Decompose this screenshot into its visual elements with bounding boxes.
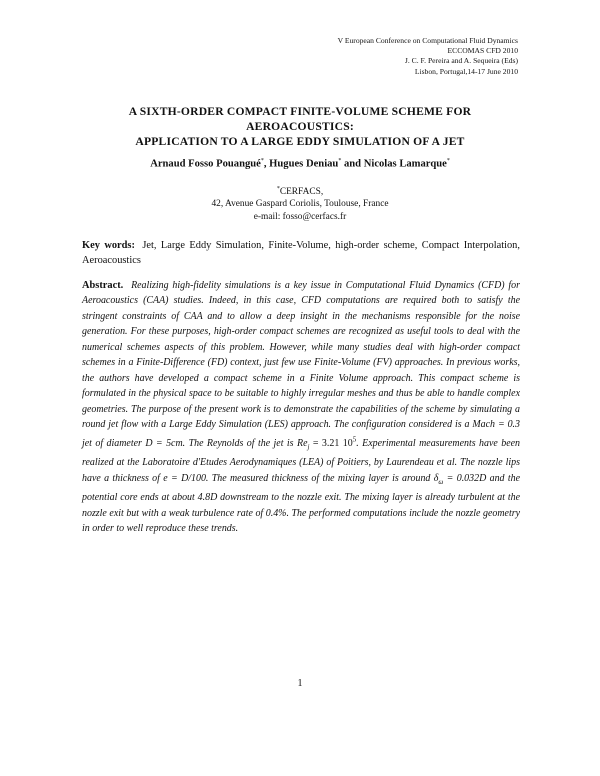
author-separator: , bbox=[263, 158, 270, 170]
conference-location-date: Lisbon, Portugal,14-17 June 2010 bbox=[414, 66, 518, 76]
abstract-text-part-2: . Experimental measurements have been realized at the Laboratoire d'Etudes Aerodynamiques (LEA) of Poitiers, by Laurendeau et al. The nozzle lips have a thickness of e = D/100. The measured thickness of the mixing layer is around δ bbox=[82, 437, 520, 484]
affiliation-org-line bbox=[82, 183, 518, 198]
conference-editors: J. C. F. Pereira and A. Sequeira (Eds) bbox=[404, 56, 518, 66]
keywords-section bbox=[82, 238, 520, 268]
page-number: 1 bbox=[297, 678, 303, 689]
affiliation-email: e-mail: fosso@cerfacs.fr bbox=[253, 211, 347, 222]
conference-name: V European Conference on Computational Fluid Dynamics bbox=[337, 36, 518, 45]
reynolds-value: = 3.21 10 bbox=[309, 437, 353, 449]
author-name: Arnaud Fosso Pouangué bbox=[150, 158, 261, 170]
keywords-text: Jet, Large Eddy Simulation, Finite-Volume, high-order scheme, Compact Interpolation, Aeroacoustics bbox=[82, 240, 520, 266]
reynolds-subscript: j bbox=[307, 442, 310, 451]
abstract-label: Abstract. bbox=[82, 280, 124, 291]
title-line-3: APPLICATION TO A LARGE EDDY SIMULATION OF A JET bbox=[135, 135, 465, 148]
paper-title bbox=[82, 104, 518, 149]
abstract-text-part-3: = 0.032D and the potential core ends at about 4.8D downstream to the nozzle exit. The mixing layer is already turbulent at the nozzle exit but with a weak turbulence rate of 0.4%. The performed computations include the nozzle geometry in order to well reproduce these trends. bbox=[82, 472, 520, 535]
reynolds-exponent: 5 bbox=[352, 435, 357, 444]
author-list bbox=[82, 158, 518, 170]
conference-acronym: ECCOMAS CFD 2010 bbox=[447, 46, 518, 56]
abstract-section bbox=[82, 278, 520, 537]
author-name: Nicolas Lamarque bbox=[363, 158, 447, 170]
author-name: Hugues Deniau bbox=[269, 158, 339, 170]
abstract-text-part-1: Realizing high-fidelity simulations is a key issue in Computational Fluid Dynamics (CFD) for Aeroacoustics (CAA) studies. Indeed, in this case, CFD computations are required both to satisfy the stringent constraints of CAA and to allow a deep insight in the mechanisms responsible for the noise generation. For these purposes, high-order compact schemes are recognized as useful tools to deal with the numerical schemes aspects of this problem. However, while many studies deal with high-order compact schemes in a Finite-Difference (FD) context, just few use Finite-Volume (FV) approaches. In previous works, the authors have developed a compact scheme in a Finite Volume approach. This compact scheme is formulated in the physical space to be suitable to highly irregular meshes and thus be able to handle complex geometries. The purpose of the present work is to demonstrate the capabilities of the scheme by simulating a round jet flow with a Large Eddy Simulation (LES) approach. The configuration considered is a Mach = 0.3 jet of diameter D = 5cm. The Reynolds of the jet is Re bbox=[82, 280, 520, 449]
affiliation-org: CERFACS, bbox=[279, 187, 324, 198]
affiliation-address: 42, Avenue Gaspard Coriolis, Toulouse, France bbox=[211, 199, 389, 210]
author-connector: and bbox=[341, 158, 364, 170]
delta-subscript: ω bbox=[438, 477, 444, 486]
affiliation-mark: * bbox=[276, 186, 280, 192]
affiliation-block bbox=[82, 183, 518, 223]
affiliation-mark: * bbox=[338, 158, 342, 164]
affiliation-mark: * bbox=[446, 158, 450, 164]
abstract-text bbox=[82, 280, 520, 534]
conference-header bbox=[338, 36, 518, 77]
affiliation-mark: * bbox=[260, 158, 264, 164]
keywords-label: Key words: bbox=[82, 240, 135, 251]
title-line-1: A SIXTH-ORDER COMPACT FINITE-VOLUME SCHEME FOR bbox=[128, 105, 472, 118]
title-line-2: AEROACOUSTICS: bbox=[246, 120, 354, 133]
